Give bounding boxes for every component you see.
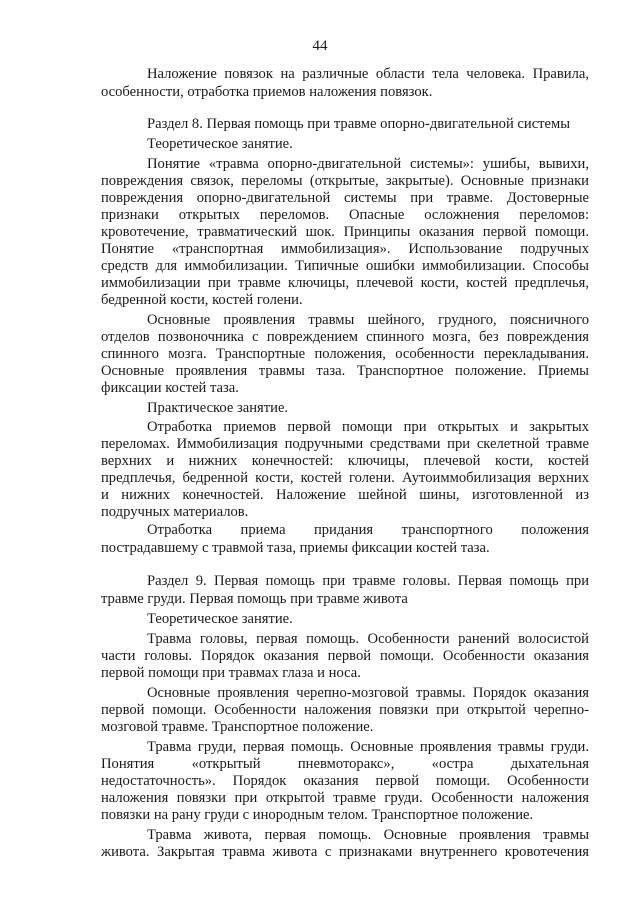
text-line: Отработка приема придания транспортного положения: [147, 522, 589, 538]
text-line: средств для иммобилизации. Типичные ошибки иммобилизации. Способы: [101, 258, 589, 274]
text-line: фиксации костей таза.: [101, 380, 239, 396]
page-number: 44: [312, 38, 328, 54]
text-line: Травма живота, первая помощь. Основные проявления травмы: [147, 827, 589, 843]
text-line: Раздел 9. Первая помощь при травме головы. Первая помощь при: [147, 573, 589, 589]
text-line: живота. Закрытая травма живота с признаками внутреннего кровотечения: [101, 844, 589, 860]
text-line: Отработка приемов первой помощи при открытых и закрытых: [147, 419, 589, 435]
text-line: кровотечение, травматический шок. Принципы оказания первой помощи.: [101, 224, 589, 240]
text-line: недостаточность». Порядок оказания первой помощи. Особенности: [101, 773, 589, 789]
text-line: наложения повязки при открытой травме груди. Особенности наложения: [101, 790, 589, 806]
text-line: повреждения опорно-двигательной системы при травме. Достоверные: [101, 190, 589, 206]
text-line: Основные проявления травмы таза. Транспортное положение. Приемы: [101, 363, 589, 379]
text-line: Практическое занятие.: [147, 400, 289, 416]
text-line: предплечья, бедренной кости, костей голени. Аутоиммобилизация верхних: [101, 470, 589, 486]
text-line: мозговой травме. Транспортное положение.: [101, 719, 374, 735]
text-line: Основные проявления черепно-мозговой травмы. Порядок оказания: [147, 685, 589, 701]
text-line: Основные проявления травмы шейного, грудного, поясничного: [147, 312, 589, 328]
text-line: переломах. Иммобилизация подручными средствами при скелетной травме: [101, 436, 589, 452]
text-line: первой помощи при травмах глаза и носа.: [101, 665, 361, 681]
text-line: первой помощи. Особенности наложения повязки при открытой черепно-: [101, 702, 589, 718]
text-line: Понятие «транспортная иммобилизация». Использование подручных: [101, 241, 589, 257]
text-line: иммобилизации при травме ключицы, плечевой кости, костей предплечья,: [101, 275, 589, 291]
text-line: Раздел 8. Первая помощь при травме опорно-двигательной системы: [147, 116, 571, 132]
text-line: подручных материалов.: [101, 504, 249, 520]
text-line: Понятие «травма опорно-двигательной системы»: ушибы, вывихи,: [147, 156, 589, 172]
text-line: верхних и нижних конечностей: ключицы, плечевой кости, костей: [101, 453, 589, 469]
text-line: повреждения связок, переломы (открытые, закрытые). Основные признаки: [101, 173, 589, 189]
text-line: отделов позвоночника с повреждением спинного мозга, без повреждения: [101, 329, 589, 345]
text-line: Травма груди, первая помощь. Основные проявления травмы груди.: [147, 739, 589, 755]
text-line: травме груди. Первая помощь при травме живота: [101, 591, 408, 607]
text-line: спинного мозга. Транспортные положения, особенности перекладывания.: [101, 346, 589, 362]
text-line: особенности, отработка приемов наложения повязок.: [101, 84, 433, 100]
text-line: Наложение повязок на различные области тела человека. Правила,: [147, 66, 589, 82]
text-line: Травма головы, первая помощь. Особенности ранений волосистой: [147, 631, 589, 647]
text-line: повязки на рану груди с инородным телом. Транспортное положение.: [101, 807, 534, 823]
text-line: Теоретическое занятие.: [147, 136, 293, 152]
text-line: Теоретическое занятие.: [147, 611, 293, 627]
text-line: части головы. Порядок оказания первой помощи. Особенности оказания: [101, 648, 589, 664]
text-line: Понятия «открытый пневмоторакс», «остра дыхательная: [101, 756, 589, 772]
text-line: бедренной кости, костей голени.: [101, 292, 303, 308]
text-line: пострадавшему с травмой таза, приемы фиксации костей таза.: [101, 540, 490, 556]
text-line: признаки открытых переломов. Опасные осложнения переломов:: [101, 207, 589, 223]
text-line: и нижних конечностей. Наложение шейной шины, изготовленной из: [101, 487, 589, 503]
